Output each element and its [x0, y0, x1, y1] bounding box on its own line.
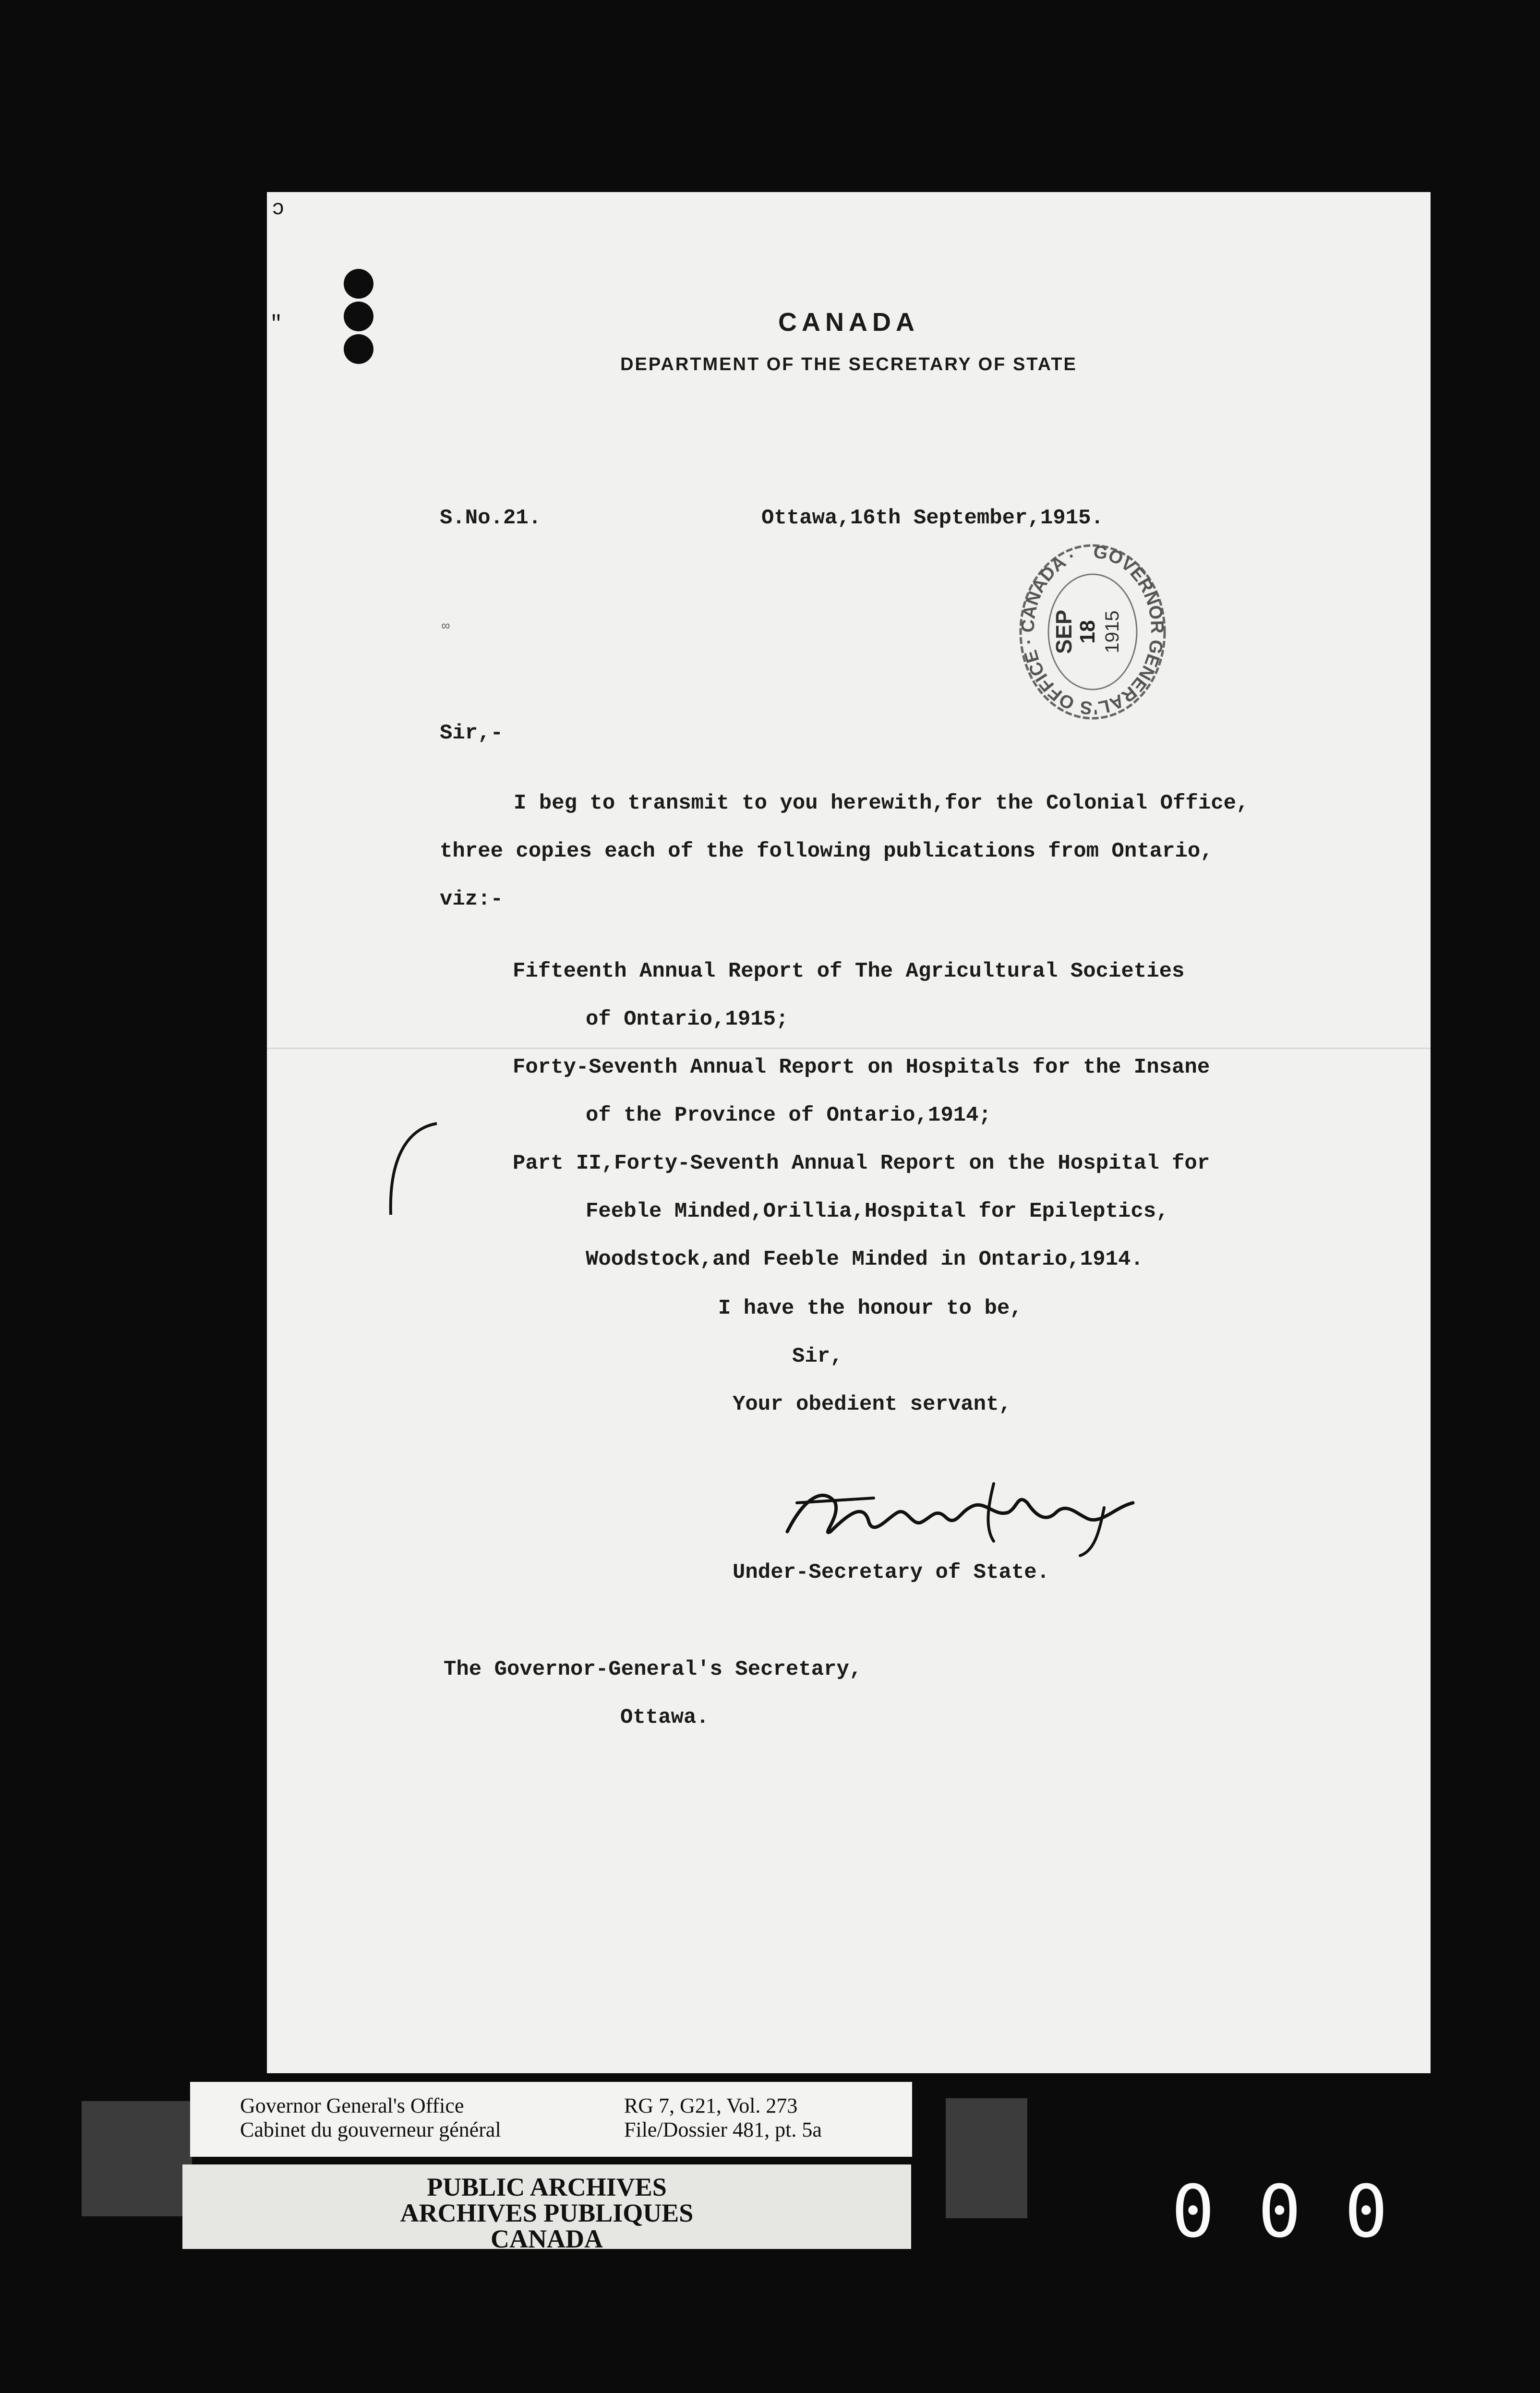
archive-reference: RG 7, G21, Vol. 273: [624, 2094, 798, 2117]
stamp-year: 1915: [1102, 610, 1123, 653]
frame-counter: 000: [1171, 2170, 1431, 2254]
archive-file: File/Dossier 481, pt. 5a: [624, 2118, 822, 2141]
recipient-line: The Governor-General's Secretary,: [444, 1657, 862, 1681]
received-stamp: [1017, 540, 1168, 724]
page-fold: [267, 1048, 1431, 1049]
recipient-line: Ottawa.: [620, 1705, 709, 1729]
stamp-month: SEP: [1051, 609, 1076, 654]
signature-title: Under-Secretary of State.: [733, 1560, 1050, 1584]
closing-line: I have the honour to be,: [718, 1296, 1023, 1320]
edge-mark: ɔ: [272, 197, 285, 221]
stamp-day: 18: [1076, 620, 1099, 644]
tape-strip: [946, 2098, 1027, 2218]
archives-line: PUBLIC ARCHIVES: [427, 2173, 667, 2201]
publication-item: Forty-Seventh Annual Report on Hospitals for the Insane: [513, 1055, 1210, 1079]
publication-item: of the Province of Ontario,1914;: [586, 1103, 991, 1127]
publication-item: Woodstock,and Feeble Minded in Ontario,1914.: [586, 1247, 1143, 1271]
closing-line: Your obedient servant,: [733, 1392, 1011, 1416]
publication-item: Part II,Forty-Seventh Annual Report on the Hospital for: [513, 1151, 1210, 1175]
closing-line: Sir,: [792, 1344, 843, 1368]
body-line: viz:-: [440, 887, 504, 911]
salutation: Sir,-: [440, 721, 504, 745]
archives-line: ARCHIVES PUBLIQUES: [400, 2199, 694, 2227]
letterhead-department: DEPARTMENT OF THE SECRETARY OF STATE: [620, 354, 1077, 375]
reference-number: S.No.21.: [440, 506, 541, 530]
archive-office-en: Governor General's Office: [240, 2094, 464, 2117]
publication-item: Fifteenth Annual Report of The Agricultural Societies: [513, 959, 1185, 983]
publication-item: Feeble Minded,Orillia,Hospital for Epileptics,: [586, 1199, 1169, 1223]
place-date: Ottawa,16th September,1915.: [761, 506, 1104, 530]
archive-office-fr: Cabinet du gouverneur général: [240, 2118, 501, 2141]
body-line: three copies each of the following publications from Ontario,: [440, 839, 1213, 863]
edge-mark: ": [270, 312, 283, 336]
margin-bracket: [379, 1119, 446, 1224]
body-line: I beg to transmit to you herewith,for the Colonial Office,: [514, 791, 1249, 815]
publication-item: of Ontario,1915;: [586, 1007, 789, 1031]
archive-label: [190, 2082, 912, 2157]
stray-mark: ∞: [442, 619, 450, 634]
letterhead-country: CANADA: [778, 308, 919, 337]
archives-line: CANADA: [491, 2224, 603, 2253]
tape-strip: [82, 2101, 192, 2216]
archives-stamp: [182, 2164, 911, 2253]
stamp-ring-text: GOVERNOR GENERAL'S OFFICE · CANADA ·: [1018, 542, 1167, 718]
signature: [768, 1474, 1152, 1560]
